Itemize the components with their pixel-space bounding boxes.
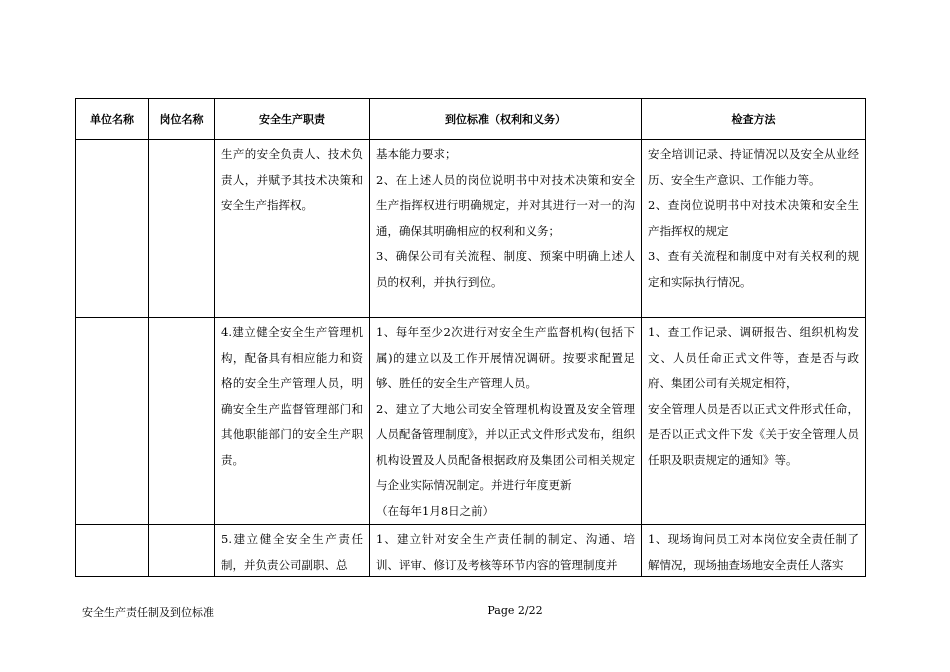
footer-title: 安全生产责任制及到位标准 — [82, 606, 214, 619]
standard-cell — [370, 525, 642, 577]
check-text: 1、查工作记录、调研报告、组织机构发文、人员任命正式文件等，查是否与政府、集团公司有关规定相符， 安全管理人员是否以正式文件形式任命，是否以正式文件下发《关于安全管理人员任职及职责规定的通知》等。 — [648, 325, 859, 467]
header-unit-name: 单位名称 — [76, 99, 149, 140]
post-cell — [149, 140, 215, 318]
unit-cell — [76, 140, 149, 318]
standard-text: 1、建立针对安全生产责任制的制定、沟通、培训、评审、修订及考核等环节内容的管理制度并 — [376, 532, 635, 572]
duty-cell — [215, 525, 370, 577]
unit-cell — [76, 525, 149, 577]
post-cell — [149, 525, 215, 577]
header-safety-duty: 安全生产职责 — [215, 99, 370, 140]
duty-cell — [215, 318, 370, 525]
duty-text: 5.建立健全安全生产责任制，并负责公司副职、总 — [221, 532, 363, 572]
responsibility-table — [75, 98, 866, 577]
standard-cell — [370, 318, 642, 525]
post-cell — [149, 318, 215, 525]
unit-cell — [76, 318, 149, 525]
duty-cell — [215, 140, 370, 318]
header-check-method: 检查方法 — [642, 99, 866, 140]
table-row — [76, 318, 866, 525]
table-header-row — [76, 99, 866, 140]
check-cell — [642, 525, 866, 577]
check-cell — [642, 318, 866, 525]
standard-text: 基本能力要求； 2、在上述人员的岗位说明书中对技术决策和安全生产指挥权进行明确规定，并对其进行一对一的沟通，确保其明确相应的权利和义务； 3、确保公司有关流程、制度、预案中明确上述人员的权利，并执行到位。 — [376, 147, 635, 289]
header-post-name: 岗位名称 — [149, 99, 215, 140]
standard-cell — [370, 140, 642, 318]
check-text: 1、现场询问员工对本岗位安全责任制了解情况，现场抽查场地安全责任人落实 — [648, 532, 859, 572]
page-number: Page 2/22 — [487, 604, 543, 617]
duty-text: 4.建立健全安全生产管理机构，配备具有相应能力和资格的安全生产管理人员，明确安全生产监督管理部门和其他职能部门的安全生产职责。 — [221, 325, 363, 467]
check-text: 安全培训记录、持证情况以及安全从业经历、安全生产意识、工作能力等。 2、查岗位说明书中对技术决策和安全生产指挥权的规定 3、查有关流程和制度中对有关权利的规定和实际执行情况。 — [648, 147, 859, 289]
header-standard: 到位标准（权利和义务） — [370, 99, 642, 140]
check-cell — [642, 140, 866, 318]
table-row — [76, 525, 866, 577]
duty-text: 生产的安全负责人、技术负责人，并赋予其技术决策和安全生产指挥权。 — [221, 147, 363, 212]
table-row — [76, 140, 866, 318]
standard-text: 1、每年至少2次进行对安全生产监督机构(包括下属)的建立以及工作开展情况调研。按要求配置足够、胜任的安全生产管理人员。 2、建立了大地公司安全管理机构设置及安全管理人员配备管理制度》，并以正式文件形式发布，组织机构设置及人员配备根据政府及集团公司相关规定与企业实际情况制定。并进行年度更新 （在每年1月8日之前） — [376, 325, 635, 518]
